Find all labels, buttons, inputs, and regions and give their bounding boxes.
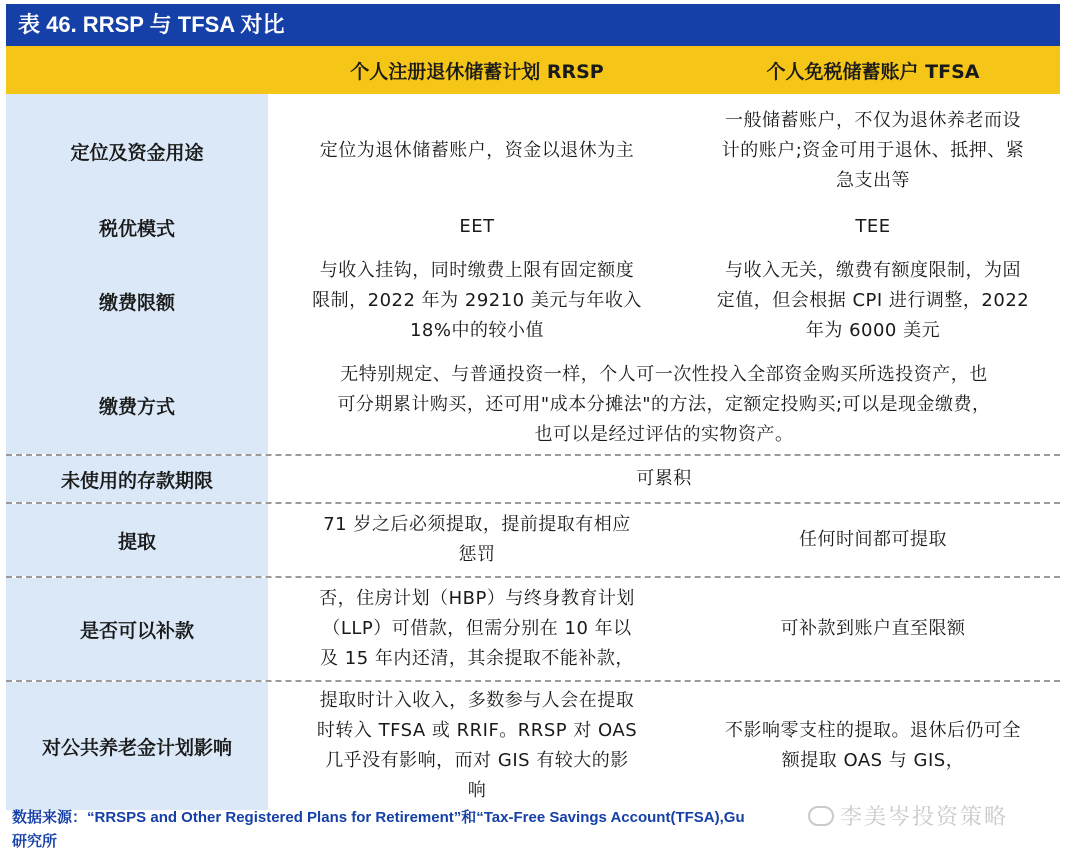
tfsa-cell [686, 94, 1060, 208]
header-tfsa: 个人免税储蓄账户 TFSA [766, 60, 980, 83]
row-label: 缴费方式 [6, 356, 268, 454]
cell-line: 定值，但会根据 CPI 进行调整，2022 [716, 290, 1030, 311]
cell-line: 惩罚 [458, 544, 496, 565]
table-row [6, 356, 1060, 456]
cell-line: 一般储蓄账户，不仅为退休养老而设 [724, 110, 1021, 131]
cell-line: 与收入挂钩，同时缴费上限有固定额度 [319, 260, 635, 281]
tfsa-cell [686, 682, 1060, 810]
cell-line: 额提取 OAS 与 GIS， [781, 750, 965, 771]
row-label: 对公共养老金计划影响 [6, 682, 268, 810]
source-line-1: 数据来源：“RRSPS and Other Registered Plans for Retirement”和“Tax-Free Savings Account(TFSA),Gu [12, 809, 745, 826]
row-label: 未使用的存款期限 [6, 456, 268, 502]
table-row [6, 246, 1060, 356]
cell-line: 不影响零支柱的提取。退休后仍可全 [725, 720, 1021, 741]
row-label: 定位及资金用途 [6, 94, 268, 208]
cell-line: 71 岁之后必须提取，提前提取有相应 [323, 514, 631, 535]
cell-line: EET [459, 216, 495, 237]
table-row [6, 456, 1060, 504]
cell-line: 提取时计入收入，多数参与人会在提取 [319, 690, 635, 711]
cell-line: 定位为退休储蓄账户，资金以退休为主 [319, 140, 635, 161]
cell-line: 可分期累计购买，还可用"成本分摊法"的方法，定额定投购买;可以是现金缴费， [337, 394, 991, 415]
cell-line: 几乎没有影响，而对 GIS 有较大的影 [325, 750, 629, 771]
row-label: 缴费限额 [6, 246, 268, 356]
tfsa-cell [686, 504, 1060, 576]
cell-line: 年为 6000 美元 [805, 320, 941, 341]
cell-line: 也可以是经过评估的实物资产。 [534, 424, 794, 445]
cell-line: 与收入无关，缴费有额度限制，为固 [724, 260, 1021, 281]
merged-cell [268, 456, 1060, 502]
tfsa-cell [686, 208, 1060, 246]
cell-line: 任何时间都可提取 [799, 529, 947, 550]
table-row [6, 94, 1060, 208]
tfsa-cell [686, 246, 1060, 356]
watermark-text: 李美岑投资策略 [840, 805, 1009, 830]
table-header-row [6, 46, 1060, 94]
tfsa-cell [686, 578, 1060, 680]
rrsp-cell [268, 578, 686, 680]
cell-line: 急支出等 [835, 170, 910, 191]
cell-line: TEE [855, 216, 891, 237]
cell-line: 计的账户;资金可用于退休、抵押、紧 [721, 140, 1025, 161]
cell-line: 可补款到账户直至限额 [780, 618, 966, 639]
cell-line: 可累积 [636, 468, 692, 489]
header-rrsp: 个人注册退休储蓄计划 RRSP [350, 60, 604, 83]
cell-line: 时转入 TFSA 或 RRIF。RRSP 对 OAS [316, 720, 638, 741]
rrsp-cell [268, 246, 686, 356]
header-empty-cell [6, 46, 268, 94]
table-row [6, 578, 1060, 682]
cell-line: 否，住房计划（HBP）与终身教育计划 [319, 588, 635, 609]
comparison-table [6, 94, 1060, 810]
table-row [6, 504, 1060, 578]
cell-line: 18%中的较小值 [409, 320, 544, 341]
source-line-2: 研究所 [12, 833, 58, 850]
rrsp-cell [268, 208, 686, 246]
cell-line: 响 [467, 780, 487, 801]
cell-line: 及 15 年内还清，其余提取不能补款， [320, 648, 634, 669]
watermark [808, 800, 1008, 831]
merged-cell [268, 356, 1060, 454]
table-row [6, 208, 1060, 246]
cell-line: （LLP）可借款，但需分别在 10 年以 [322, 618, 632, 639]
table-title: 表 46. RRSP 与 TFSA 对比 [6, 4, 1060, 46]
table-row [6, 682, 1060, 810]
cell-line: 限制，2022 年为 29210 美元与年收入 [312, 290, 642, 311]
rrsp-cell [268, 504, 686, 576]
row-label: 是否可以补款 [6, 578, 268, 680]
cell-line: 无特别规定、与普通投资一样，个人可一次性投入全部资金购买所选投资产，也 [340, 364, 988, 385]
row-label: 税优模式 [6, 208, 268, 246]
rrsp-cell [268, 682, 686, 810]
rrsp-cell [268, 94, 686, 208]
row-label: 提取 [6, 504, 268, 576]
wechat-icon [808, 806, 834, 826]
